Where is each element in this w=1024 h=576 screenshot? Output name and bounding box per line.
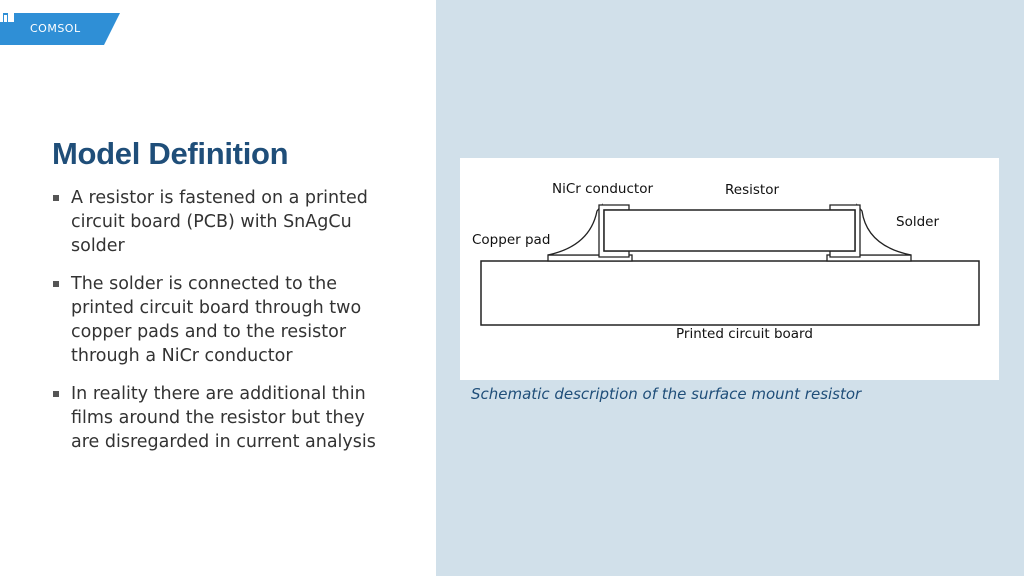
label-solder: Solder	[896, 214, 940, 230]
schematic-diagram	[460, 158, 999, 380]
bullet-list	[52, 186, 382, 468]
label-resistor: Resistor	[725, 182, 779, 198]
logo-text: COMSOL	[30, 22, 81, 35]
label-nicr: NiCr conductor	[552, 181, 654, 197]
bullet-square-icon	[53, 281, 59, 287]
bullet-text: The solder is connected to the printed circuit board through two copper pads and to the resistor through a NiCr conductor	[71, 274, 362, 366]
bullet-item	[52, 382, 382, 454]
resistor-body	[604, 210, 855, 251]
bullet-text: In reality there are additional thin films around the resistor but they are disregarded in current analysis	[71, 384, 376, 452]
solder-left	[548, 205, 602, 255]
schematic-figure	[460, 158, 999, 380]
comsol-mark-icon	[0, 13, 14, 22]
bullet-item	[52, 272, 382, 368]
solder-right	[857, 205, 911, 255]
bullet-text: A resistor is fastened on a printed circuit board (PCB) with SnAgCu solder	[71, 188, 368, 256]
slide-title: Model Definition	[52, 136, 289, 171]
pcb-shape	[481, 261, 979, 325]
bullet-square-icon	[53, 195, 59, 201]
label-copper-pad: Copper pad	[472, 232, 551, 248]
bullet-square-icon	[53, 391, 59, 397]
figure-caption: Schematic description of the surface mount resistor	[471, 385, 862, 403]
bullet-item	[52, 186, 382, 258]
label-pcb: Printed circuit board	[676, 326, 813, 342]
comsol-logo	[0, 13, 120, 45]
